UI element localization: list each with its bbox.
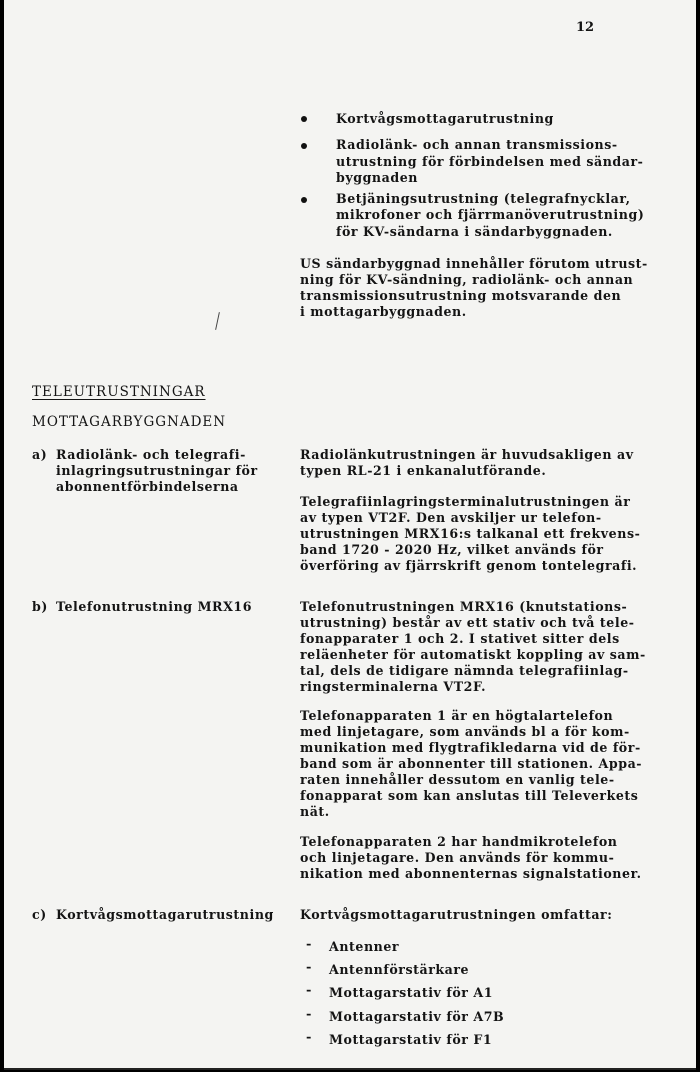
- bullet-icon: [301, 197, 307, 203]
- subsection-title: MOTTAGARBYGGNADEN: [32, 414, 227, 430]
- item-c-list-item: Antennförstärkare: [329, 962, 470, 977]
- dash-marker: -: [306, 937, 312, 952]
- scan-mark: [215, 312, 220, 330]
- dash-marker: -: [306, 960, 312, 975]
- bullet-text-1: Kortvågsmottagarutrustning: [336, 111, 554, 126]
- item-b-para-2-line-6: fonapparat som kan anslutas till Televerkets: [300, 788, 639, 803]
- bullet-icon: [301, 116, 307, 122]
- item-c-list-item: Mottagarstativ för F1: [329, 1032, 493, 1047]
- item-a-para-1-line-1: Radiolänkutrustningen är huvudsakligen av: [300, 447, 634, 462]
- item-b-para-2-line-1: Telefonapparaten 1 är en högtalartelefon: [300, 708, 614, 723]
- bullet-text-3-line-3: för KV-sändarna i sändarbyggnaden.: [336, 224, 613, 239]
- item-b-para-1-line-3: fonapparater 1 och 2. I stativet sitter dels: [300, 631, 620, 646]
- item-c-list-item: Mottagarstativ för A1: [329, 985, 494, 1000]
- item-a-title-line-1: Radiolänk- och telegrafi-: [56, 447, 246, 462]
- item-b-para-3-line-1: Telefonapparaten 2 har handmikrotelefon: [300, 834, 618, 849]
- bullet-text-2-line-1: Radiolänk- och annan transmissions-: [336, 137, 618, 152]
- item-c-list-item: Antenner: [329, 939, 400, 954]
- item-b-para-1-line-6: ringsterminalerna VT2F.: [300, 679, 487, 694]
- us-paragraph-line-1: US sändarbyggnad innehåller förutom utrust-: [300, 256, 648, 271]
- item-a-title-line-3: abonnentförbindelserna: [56, 479, 239, 494]
- item-a-para-2-line-3: utrustningen MRX16:s talkanal ett frekvens-: [300, 526, 641, 541]
- item-c-list-item: Mottagarstativ för A7B: [329, 1009, 505, 1024]
- item-b-para-2-line-2: med linjetagare, som används bl a för kom-: [300, 724, 630, 739]
- item-b-title: Telefonutrustning MRX16: [56, 599, 253, 614]
- item-b-para-1-line-2: utrustning) består av ett stativ och två tele-: [300, 615, 635, 630]
- dash-marker: -: [306, 983, 312, 998]
- section-title: TELEUTRUSTNINGAR: [32, 384, 206, 400]
- item-a-para-1-line-2: typen RL-21 i enkanalutförande.: [300, 463, 547, 478]
- item-a-para-2-line-1: Telegrafiinlagringsterminalutrustningen är: [300, 494, 631, 509]
- us-paragraph-line-3: transmissionsutrustning motsvarande den: [300, 288, 622, 303]
- item-b-para-3-line-3: nikation med abonnenternas signalstationer.: [300, 866, 642, 881]
- item-c-label: c): [32, 907, 47, 922]
- item-b-para-2-line-5: raten innehåller dessutom en vanlig tele-: [300, 772, 615, 787]
- item-b-para-2-line-4: band som är abonnenter till stationen. Appa-: [300, 756, 643, 771]
- item-a-para-2-line-5: överföring av fjärrskrift genom tontelegrafi.: [300, 558, 638, 573]
- item-b-para-1-line-1: Telefonutrustningen MRX16 (knutstations-: [300, 599, 628, 614]
- item-b-para-1-line-4: reläenheter för automatiskt koppling av sam-: [300, 647, 646, 662]
- item-b-para-2-line-7: nät.: [300, 804, 330, 819]
- item-c-intro: Kortvågsmottagarutrustningen omfattar:: [300, 907, 613, 922]
- item-a-label: a): [32, 447, 48, 462]
- item-a-para-2-line-4: band 1720 - 2020 Hz, vilket används för: [300, 542, 604, 557]
- item-a-para-2-line-2: av typen VT2F. Den avskiljer ur telefon-: [300, 510, 602, 525]
- page-number: 12: [576, 20, 595, 35]
- us-paragraph-line-2: ning för KV-sändning, radiolänk- och annan: [300, 272, 634, 287]
- item-c-title: Kortvågsmottagarutrustning: [56, 907, 274, 922]
- item-b-para-2-line-3: munikation med flygtrafikledarna vid de för-: [300, 740, 641, 755]
- us-paragraph-line-4: i mottagarbyggnaden.: [300, 304, 467, 319]
- item-b-label: b): [32, 599, 48, 614]
- bullet-icon: [301, 143, 307, 149]
- bullet-text-2-line-2: utrustning för förbindelsen med sändar-: [336, 154, 644, 169]
- item-b-para-1-line-5: tal, dels de tidigare nämnda telegrafiinlag-: [300, 663, 629, 678]
- bullet-text-2-line-3: byggnaden: [336, 170, 418, 185]
- dash-marker: -: [306, 1030, 312, 1045]
- bullet-text-3-line-2: mikrofoner och fjärrmanöverutrustning): [336, 207, 645, 222]
- document-page: [4, 0, 696, 1070]
- item-a-title-line-2: inlagringsutrustningar för: [56, 463, 258, 478]
- item-b-para-3-line-2: och linjetagare. Den används för kommu-: [300, 850, 615, 865]
- bullet-text-3-line-1: Betjäningsutrustning (telegrafnycklar,: [336, 191, 631, 206]
- dash-marker: -: [306, 1007, 312, 1022]
